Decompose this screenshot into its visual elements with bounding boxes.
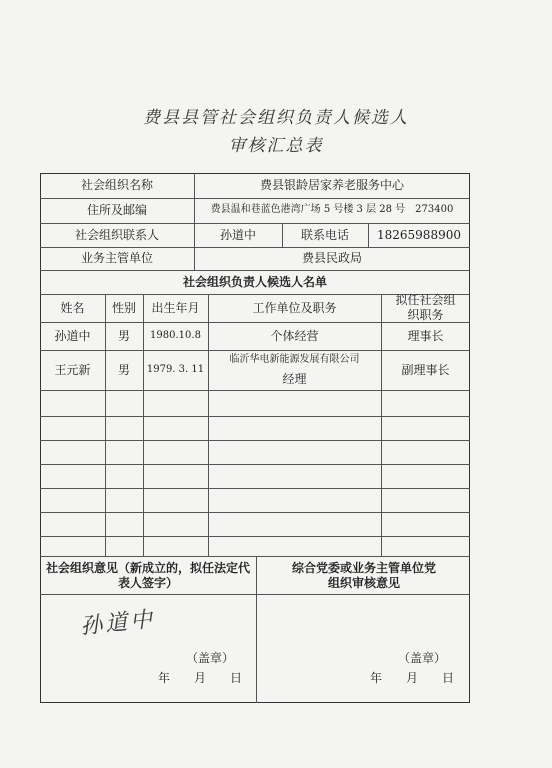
header-gender: 性别	[111, 300, 136, 315]
header-work-unit: 工作单位及职务	[252, 300, 337, 315]
left-seal-label: （盖章）	[185, 650, 234, 665]
org-name-label: 社会组织名称	[80, 178, 153, 192]
representative-signature: 孙道中	[79, 607, 157, 640]
right-date-label: 年 月 日	[369, 670, 454, 685]
document-title-line1: 费县县管社会组织负责人候选人	[143, 108, 409, 128]
phone-label: 联系电话	[300, 227, 349, 242]
address-label: 住所及邮编	[86, 203, 147, 217]
table-row-2-post: 副理事长	[401, 362, 450, 377]
table-row-1-gender: 男	[117, 328, 130, 343]
party-review-title: 综合党委或业务主管单位党组织审核意见	[292, 561, 437, 590]
header-birth: 出生年月	[151, 300, 200, 315]
table-row-2-name: 王元新	[54, 362, 91, 377]
document-title-line2: 审核汇总表	[228, 136, 324, 156]
table-row-2-gender: 男	[117, 362, 130, 377]
header-name: 姓名	[60, 300, 85, 315]
table-row-1-birth: 1980.10.8	[150, 329, 201, 341]
table-row-2-unit-title: 经理	[282, 371, 307, 386]
candidates-section-title: 社会组织负责人候选人名单	[182, 274, 327, 289]
table-row-2-birth: 1979. 3. 11	[146, 363, 205, 375]
table-row-2-unit: 临沂华电新能源发展有限公司	[229, 353, 360, 365]
header-proposed-post: 拟任社会组织职务	[395, 293, 456, 322]
supervisor-label: 业务主管单位	[80, 251, 153, 265]
table-row-1-unit: 个体经营	[270, 328, 319, 343]
org-name-value: 费县银龄居家养老服务中心	[259, 178, 404, 192]
table-row-1-name: 孙道中	[54, 328, 91, 343]
left-date-label: 年 月 日	[157, 670, 242, 685]
contact-label: 社会组织联系人	[74, 227, 159, 242]
org-opinion-title: 社会组织意见（新成立的，拟任法定代表人签字）	[45, 561, 250, 590]
table-row-1-post: 理事长	[407, 328, 444, 343]
supervisor-value: 费县民政局	[301, 251, 362, 265]
phone-value: 18265988900	[377, 227, 461, 242]
address-value: 费县温和巷蓝色港湾广场 5 号楼 3 层 28 号 273400	[210, 204, 454, 216]
contact-value: 孙道中	[219, 227, 256, 242]
right-seal-label: （盖章）	[397, 650, 446, 665]
